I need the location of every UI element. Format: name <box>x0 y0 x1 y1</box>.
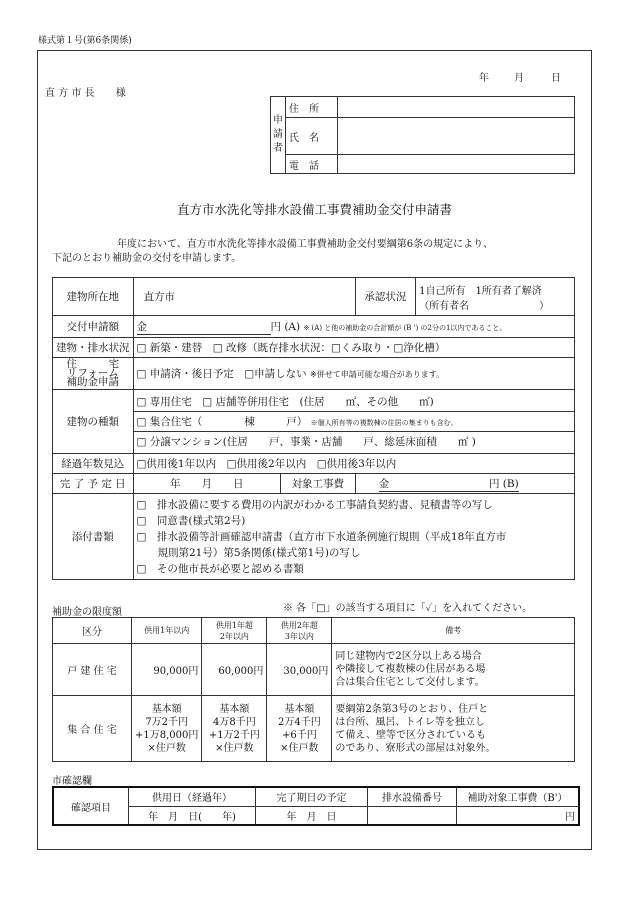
building-type-line2: □ 集合住宅（ 棟 戸） ※個人所有等の複数棟の住居の集まりも含む。 <box>134 412 575 432</box>
limit-header-category: 区分 <box>53 618 132 644</box>
elapsed-label: 経過年数見込 <box>53 454 134 474</box>
applicant-address-field[interactable] <box>338 97 575 118</box>
reform-options[interactable]: □ 申請済・後日予定 □申請しない ※併せて申請可能な場合があります。 <box>133 358 575 390</box>
applicant-label: 申 請 者 <box>271 97 286 174</box>
amount-field[interactable]: 金 円 (A) ※ (A) と他の補助金の合計額が (B ') の2分の1以内であること。 <box>133 316 575 338</box>
limit-header-1yr: 供用1年以内 <box>132 618 202 644</box>
intro-line1: 年度において、直方市水洗化等排水設備工事費補助金交付要綱第6条の規定により、 <box>117 239 494 250</box>
city-completion-field[interactable]: 年 月 日 <box>256 806 368 825</box>
applicant-address-label: 住 所 <box>286 97 338 118</box>
limit-header-3yr: 供用2年超 3年以内 <box>267 618 332 644</box>
cost-field[interactable] <box>355 474 574 494</box>
approval-line1: 1自己所有 1所有者了解済 <box>419 285 542 297</box>
main-form-table <box>52 277 575 580</box>
city-label: 確認項目 <box>53 787 129 825</box>
city-header-completion: 完了期日の予定 <box>256 787 368 806</box>
reform-label: 住 宅 リフォーム 補助金申請 <box>53 358 134 390</box>
cost-input[interactable]: 金 円 (B) <box>378 477 519 490</box>
building-type-line3: □ 分譲マンション(住居 戸、事業・店舗 戸、総延床面積 ㎡ ) <box>136 436 476 448</box>
limit-header-2yr: 供用1年超 2年以内 <box>202 618 267 644</box>
collective-3yr: 基本額 2万4千円 +6千円 ×住戸数 <box>267 696 332 762</box>
attachment-item: □ その他市長が必要と認める書類 <box>136 563 304 575</box>
applicant-table <box>270 96 575 174</box>
intro-line2: 下記のとおり補助金の交付を申請します。 <box>52 253 242 264</box>
approval-line2: （所有者名 ） <box>419 300 550 312</box>
addressee <box>45 84 126 99</box>
date-day: 日 <box>551 73 561 84</box>
applicant-phone-field[interactable] <box>338 155 575 174</box>
location-field[interactable]: 直方市 <box>133 278 355 316</box>
collective-1yr: 基本額 7万2千円 +1万8,000円 ×住戸数 <box>132 696 202 762</box>
city-header-use-date: 供用日（経過年） <box>129 787 256 806</box>
applicant-name-field[interactable] <box>338 118 575 155</box>
detached-label: 戸 建 住 宅 <box>53 644 132 696</box>
applicant-name-label: 氏 名 <box>286 118 338 155</box>
cost-label: 対象工事費 <box>280 474 355 494</box>
applicant-phone-label: 電 話 <box>286 155 338 174</box>
reform-note: ※併せて申請可能な場合があります。 <box>310 370 445 379</box>
addressee-honorific: 様 <box>115 88 126 99</box>
status-options[interactable]: □ 新築・建替 □ 改修（既存排水状況：□くみ取り・□浄化槽） <box>133 338 575 358</box>
approval-field[interactable] <box>416 278 575 316</box>
building-type-options[interactable] <box>133 390 575 454</box>
checkmark-note: ※ 各「□」の該当する項目に「✓」を入れてください。 <box>283 603 533 614</box>
collective-label: 集 合 住 宅 <box>53 696 132 762</box>
city-header-eligible-cost: 補助対象工事費（B'） <box>457 787 580 806</box>
amount-label: 交付申請額 <box>53 316 134 338</box>
date-month: 月 <box>514 73 524 84</box>
completion-label: 完 了 予 定 日 <box>53 474 134 494</box>
detached-remark: 同じ建物内で2区分以上ある場合 や隣接して複数棟の住居がある場 合は集合住宅として交付します。 <box>332 644 575 696</box>
attachment-item: □ 排水設備等計画確認申請書（直方市下水道条例施行規則（平成18年直方市 <box>136 531 507 543</box>
collective-2yr: 基本額 4万8千円 +1万2千円 ×住戸数 <box>202 696 267 762</box>
completion-date-field[interactable]: 年 月 日 <box>133 474 280 494</box>
elapsed-options[interactable]: □供用後1年以内 □供用後2年以内 □供用後3年以内 <box>133 454 575 474</box>
form-title: 直方市水洗化等排水設備工事費補助金交付申請書 <box>176 202 452 217</box>
city-use-date-field[interactable]: 年 月 日( 年) <box>129 806 256 825</box>
location-label: 建物所在地 <box>53 278 134 316</box>
building-type-label: 建物の種類 <box>53 390 134 454</box>
detached-3yr: 30,000円 <box>267 644 332 696</box>
addressee-name: 直 方 市 長 <box>45 88 95 99</box>
city-table <box>52 786 580 826</box>
attachments-list[interactable] <box>133 494 575 580</box>
form-number: 様式第１号(第6条関係) <box>38 36 132 46</box>
limit-header-remarks: 備考 <box>332 618 575 644</box>
limit-caption: 補助金の限度額 <box>52 607 122 618</box>
city-eligible-cost-field[interactable]: 円 <box>457 806 580 825</box>
attachments-label: 添付書類 <box>53 494 134 580</box>
status-label: 建物・排水状況 <box>53 338 134 358</box>
limit-table <box>52 617 575 762</box>
city-drain-number-field[interactable] <box>368 806 457 825</box>
detached-2yr: 60,000円 <box>202 644 267 696</box>
building-type-line1: □ 専用住宅 □ 店舗等併用住宅 (住居 ㎡、その他 ㎡) <box>134 392 575 412</box>
attachment-item: □ 排水設備に要する費用の内訳がわかる工事請負契約書、見積書等の写し <box>136 499 493 511</box>
date-year: 年 <box>479 73 489 84</box>
detached-1yr: 90,000円 <box>132 644 202 696</box>
city-header-drain-number: 排水設備番号 <box>368 787 457 806</box>
amount-note: ※ (A) と他の補助金の合計額が (B ') の2分の1以内であること。 <box>303 323 507 332</box>
attachment-item: □ 同意書(様式第2号) <box>136 515 246 527</box>
collective-remark: 要綱第2条第3号のとおり、住戸と は台所、風呂、トイレ等を独立し て備え、壁等で区分されているも のであり、寮形式の部屋は対象外。 <box>332 696 575 762</box>
approval-label: 承認状況 <box>355 278 415 316</box>
amount-input[interactable]: 金 <box>137 319 271 335</box>
city-caption: 市確認欄 <box>52 776 92 787</box>
attachment-item: 規則第21号）第5条関係(様式第1号)の写し <box>136 547 361 559</box>
